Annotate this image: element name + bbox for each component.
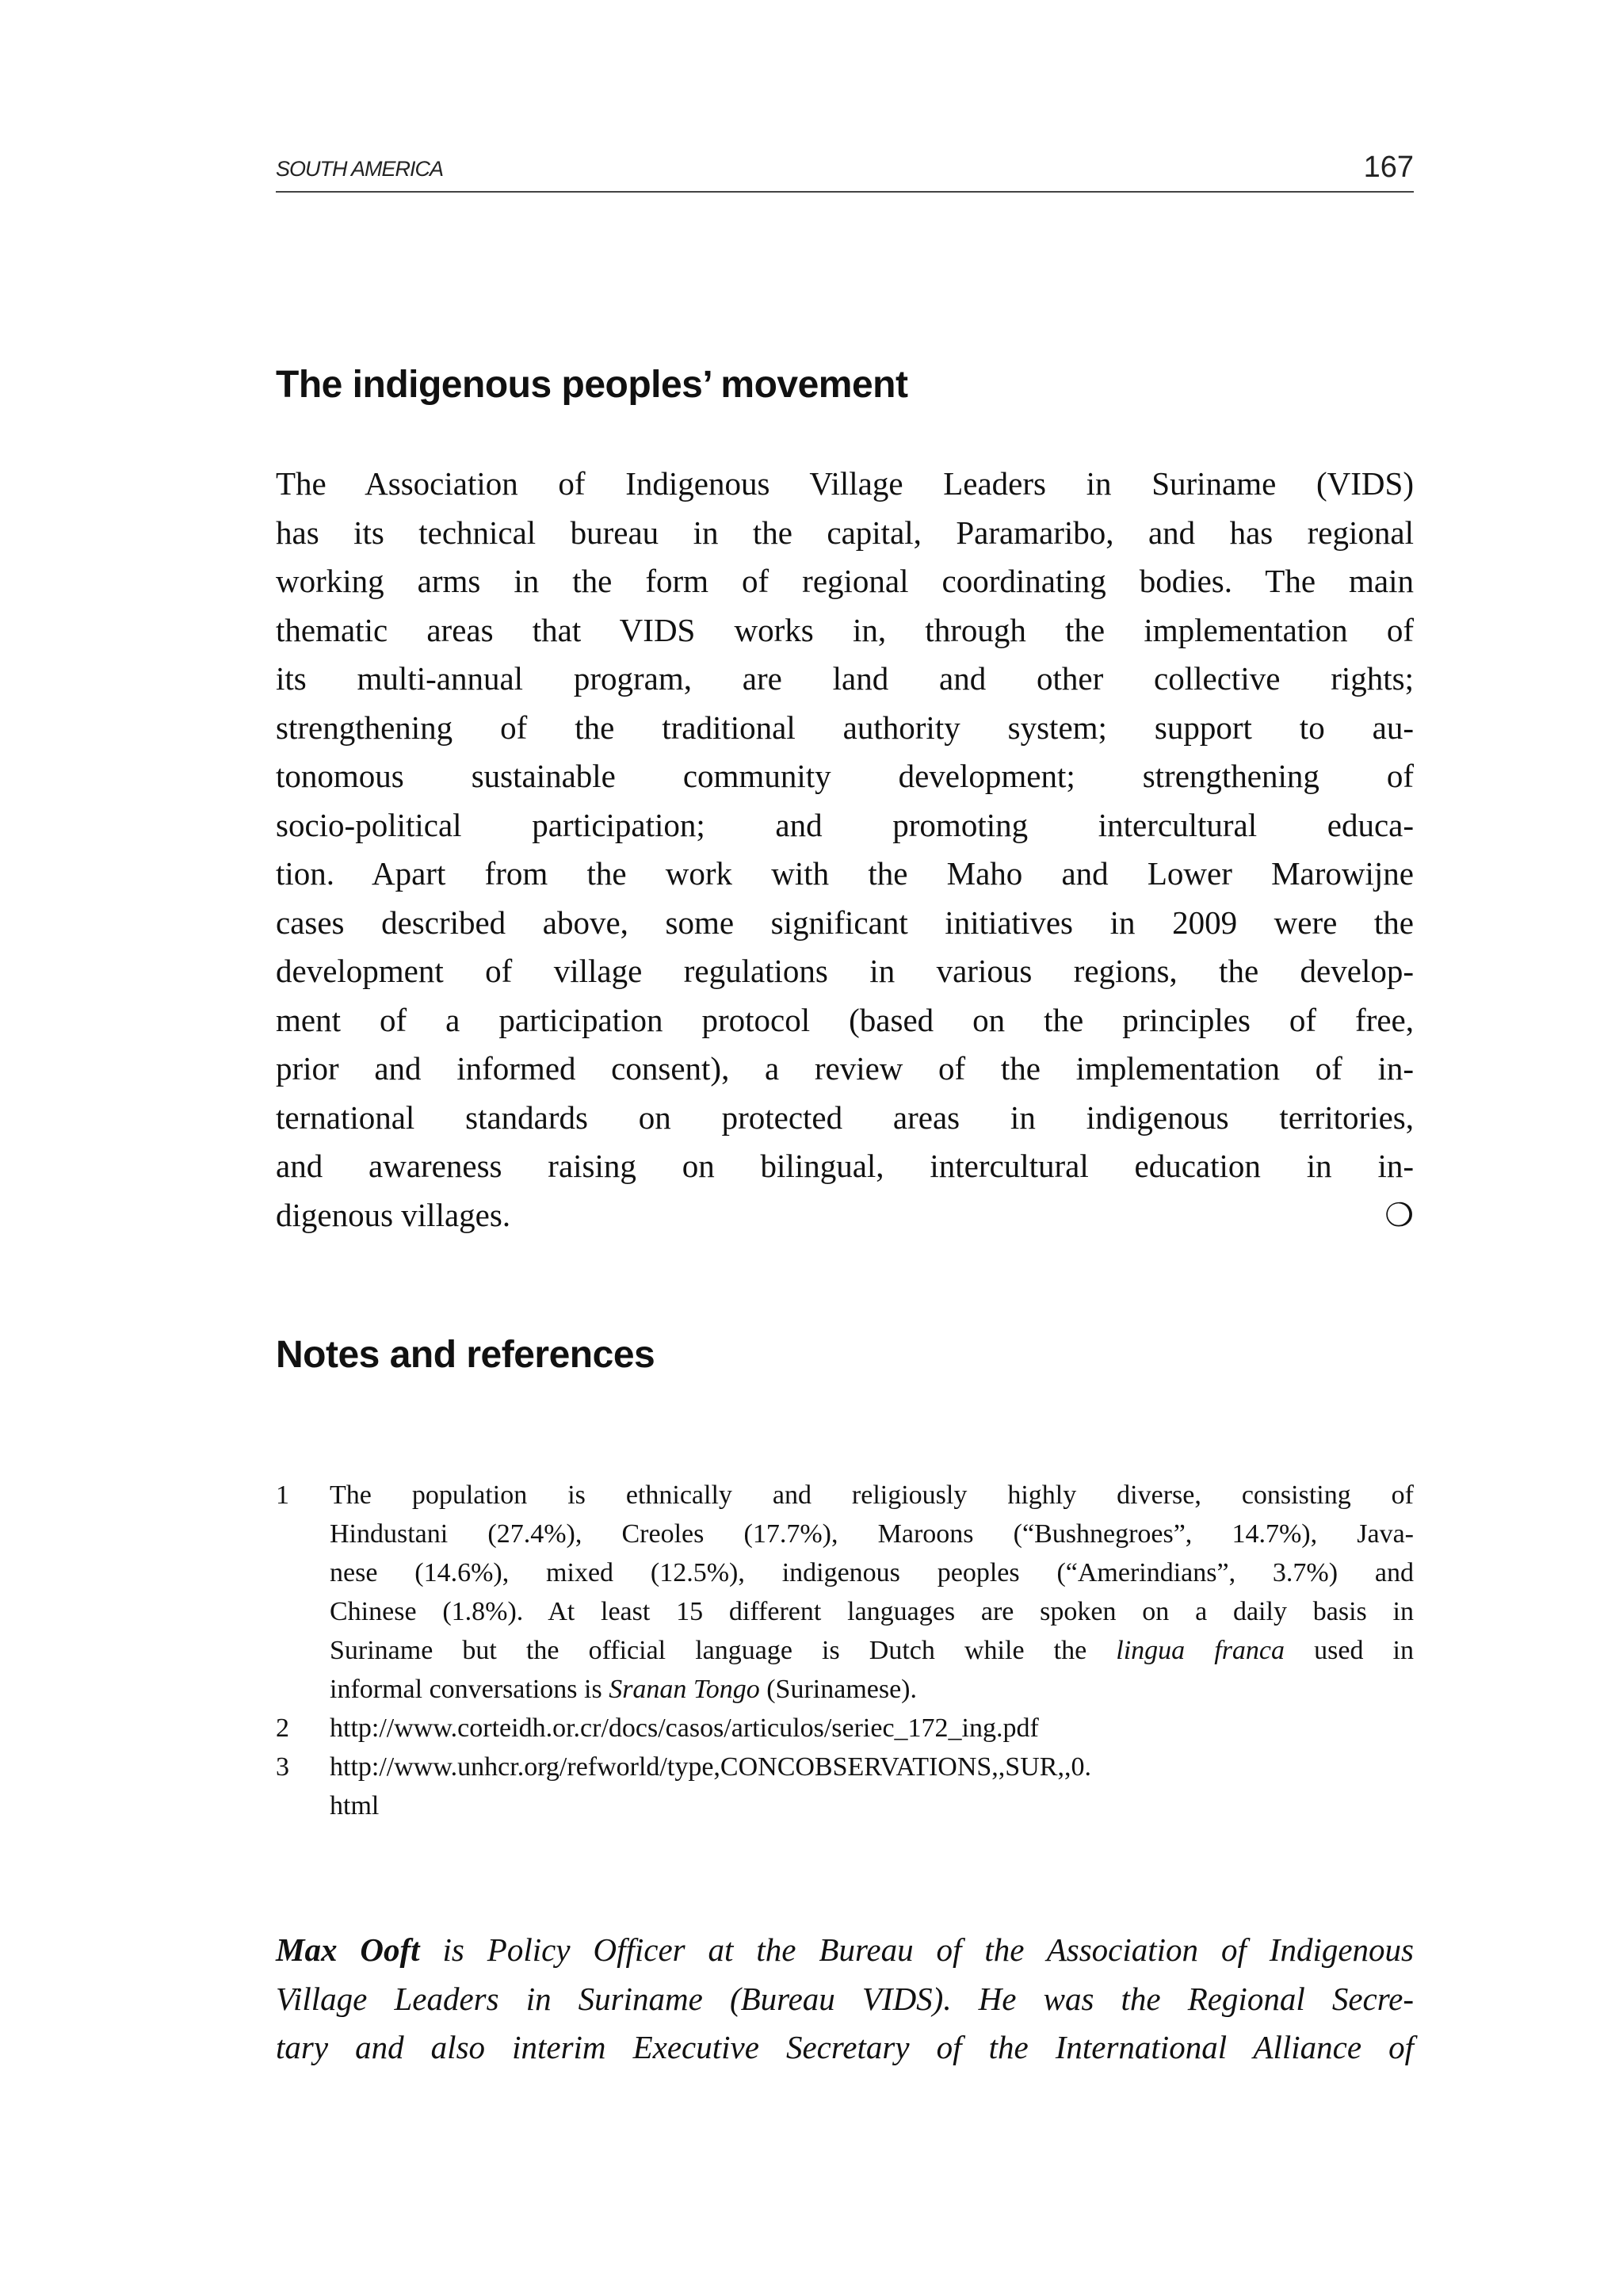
text-line: digenous villages.: [276, 1196, 511, 1233]
note-italic-term: lingua franca: [1116, 1636, 1285, 1665]
note-text: used in: [1285, 1636, 1414, 1665]
note-line: The population is ethnically and religiously highly diverse, consisting of: [330, 1480, 1414, 1510]
text-line: ment of a participation protocol (based on the principles of free,: [276, 1001, 1414, 1038]
note-number: 3: [276, 1752, 289, 1782]
text-line: and awareness raising on bilingual, intercultural education in in-: [276, 1148, 1414, 1184]
text-line: prior and informed consent), a review of the implementation of in-: [276, 1050, 1414, 1087]
note-3: [276, 1748, 1414, 1825]
author-bio: [276, 1926, 1414, 2073]
text-line: tion. Apart from the work with the Maho and Lower Marowijne: [276, 855, 1414, 892]
section-heading-movement: The indigenous peoples’ movement: [276, 364, 908, 406]
text-line: has its technical bureau in the capital, Paramaribo, and has regional: [276, 514, 1414, 551]
note-2: [276, 1709, 1414, 1748]
section-heading-notes: Notes and references: [276, 1334, 655, 1376]
movement-paragraph: [276, 460, 1414, 1240]
text-line: thematic areas that VIDS works in, through the implementation of: [276, 611, 1414, 648]
header-rule: [276, 191, 1414, 193]
note-link-continued[interactable]: html: [330, 1791, 380, 1820]
text-line: socio-political participation; and promoting intercultural educa-: [276, 806, 1414, 843]
text-line: working arms in the form of regional coordinating bodies. The main: [276, 563, 1414, 599]
bio-text: is Policy Officer at the Bureau of the Association of Indigenous: [419, 1931, 1415, 1968]
note-link[interactable]: http://www.corteidh.or.cr/docs/casos/articulos/seriec_172_ing.pdf: [330, 1713, 1039, 1743]
note-text: informal conversations is: [330, 1675, 609, 1704]
notes-list: [276, 1476, 1414, 1825]
note-link[interactable]: http://www.unhcr.org/refworld/type,CONCOBSERVATIONS,,SUR,,0.: [330, 1752, 1091, 1782]
text-line: ternational standards on protected areas in indigenous territories,: [276, 1098, 1414, 1136]
running-header-section: SOUTH AMERICA: [276, 157, 444, 181]
note-line: [330, 1631, 1414, 1670]
page-number: 167: [1363, 151, 1414, 184]
text-line-last: [276, 1191, 1414, 1240]
author-name: Max Ooft: [276, 1931, 420, 1968]
note-line: Hindustani (27.4%), Creoles (17.7%), Maroons (“Bushnegroes”, 14.7%), Java-: [330, 1519, 1414, 1549]
note-text: Suriname but the official language is Dutch while the: [330, 1636, 1117, 1665]
bio-line: [276, 1926, 1414, 1975]
bio-line: tary and also interim Executive Secretary of the International Alliance of: [276, 2029, 1414, 2065]
note-number: 2: [276, 1713, 289, 1743]
text-line: strengthening of the traditional authority system; support to au-: [276, 709, 1414, 746]
note-line: Chinese (1.8%). At least 15 different languages are spoken on a daily basis in: [330, 1597, 1414, 1626]
bio-line: Village Leaders in Suriname (Bureau VIDS). He was the Regional Secre-: [276, 1980, 1414, 2017]
text-line: The Association of Indigenous Village Leaders in Suriname (VIDS): [276, 465, 1414, 502]
text-line: cases described above, some significant initiatives in 2009 were the: [276, 904, 1414, 941]
note-1: [276, 1476, 1414, 1709]
text-line: tonomous sustainable community development; strengthening of: [276, 758, 1414, 794]
text-line: its multi-annual program, are land and other collective rights;: [276, 660, 1414, 697]
note-number: 1: [276, 1480, 289, 1510]
note-line: [330, 1670, 1414, 1709]
note-text: (Surinamese).: [759, 1675, 918, 1704]
text-line: development of village regulations in various regions, the develop-: [276, 953, 1414, 989]
note-italic-term: Sranan Tongo: [609, 1675, 760, 1704]
note-line: nese (14.6%), mixed (12.5%), indigenous peoples (“Amerindians”, 3.7%) and: [330, 1558, 1414, 1587]
end-of-article-icon: ❍: [1384, 1196, 1414, 1233]
